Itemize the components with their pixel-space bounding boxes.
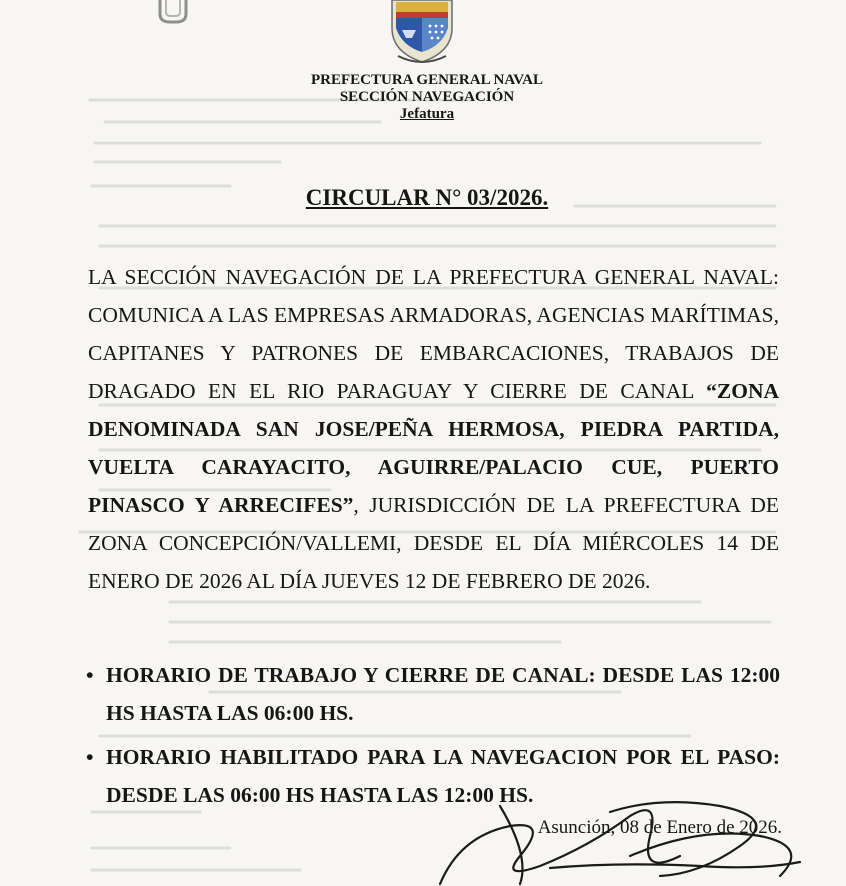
place-date: Asunción, 08 de Enero de 2026. (537, 817, 782, 838)
letterhead (0, 72, 846, 123)
circular-title: CIRCULAR N° 03/2026. (305, 185, 549, 210)
circular-body (88, 258, 779, 600)
signature-icon (400, 796, 820, 886)
body-intro: LA SECCIÓN NAVEGACIÓN DE LA PREFECTURA GENERAL NAVAL: COMUNICA A LAS EMPRESAS ARMADORAS, AGENCIAS MARÍTIMAS, CAPITANES Y PATRONES DE EMBARCACIONES, TRABAJOS DE DRAGADO EN EL RIO PARAGUAY Y CIERRE DE CANAL (88, 265, 779, 403)
bullet-icon: • (86, 745, 94, 769)
org-name: PREFECTURA GENERAL NAVAL (311, 72, 543, 88)
schedule-work-closure: HORARIO DE TRABAJO Y CIERRE DE CANAL: DESDE LAS 12:00 HS HASTA LAS 06:00 HS. (106, 663, 780, 725)
body-jurisdiction-dates: , JURISDICCIÓN DE LA PREFECTURA DE ZONA CONCEPCIÓN/VALLEMI, DESDE EL DÍA MIÉRCOLES 14 DE ENERO DE 2026 AL DÍA JUEVES 12 DE FEBRERO DE 2026. (88, 493, 779, 593)
schedule-navigation: HORARIO HABILITADO PARA LA NAVEGACION POR EL PASO: DESDE LAS 06:00 HS HASTA LAS 12:00 HS. (106, 745, 780, 807)
bullet-icon: • (86, 663, 94, 687)
office-name: Jefatura (399, 106, 455, 122)
body-zones: “ZONA DENOMINADA SAN JOSE/PEÑA HERMOSA, PIEDRA PARTIDA, VUELTA CARAYACITO, AGUIRRE/PALACIO CUE, PUERTO PINASCO Y ARRECIFES” (88, 379, 779, 517)
list-item (86, 656, 780, 732)
paper-clip-icon (156, 0, 196, 26)
section-name: SECCIÓN NAVEGACIÓN (339, 89, 515, 105)
prefectura-emblem-icon (386, 0, 458, 66)
